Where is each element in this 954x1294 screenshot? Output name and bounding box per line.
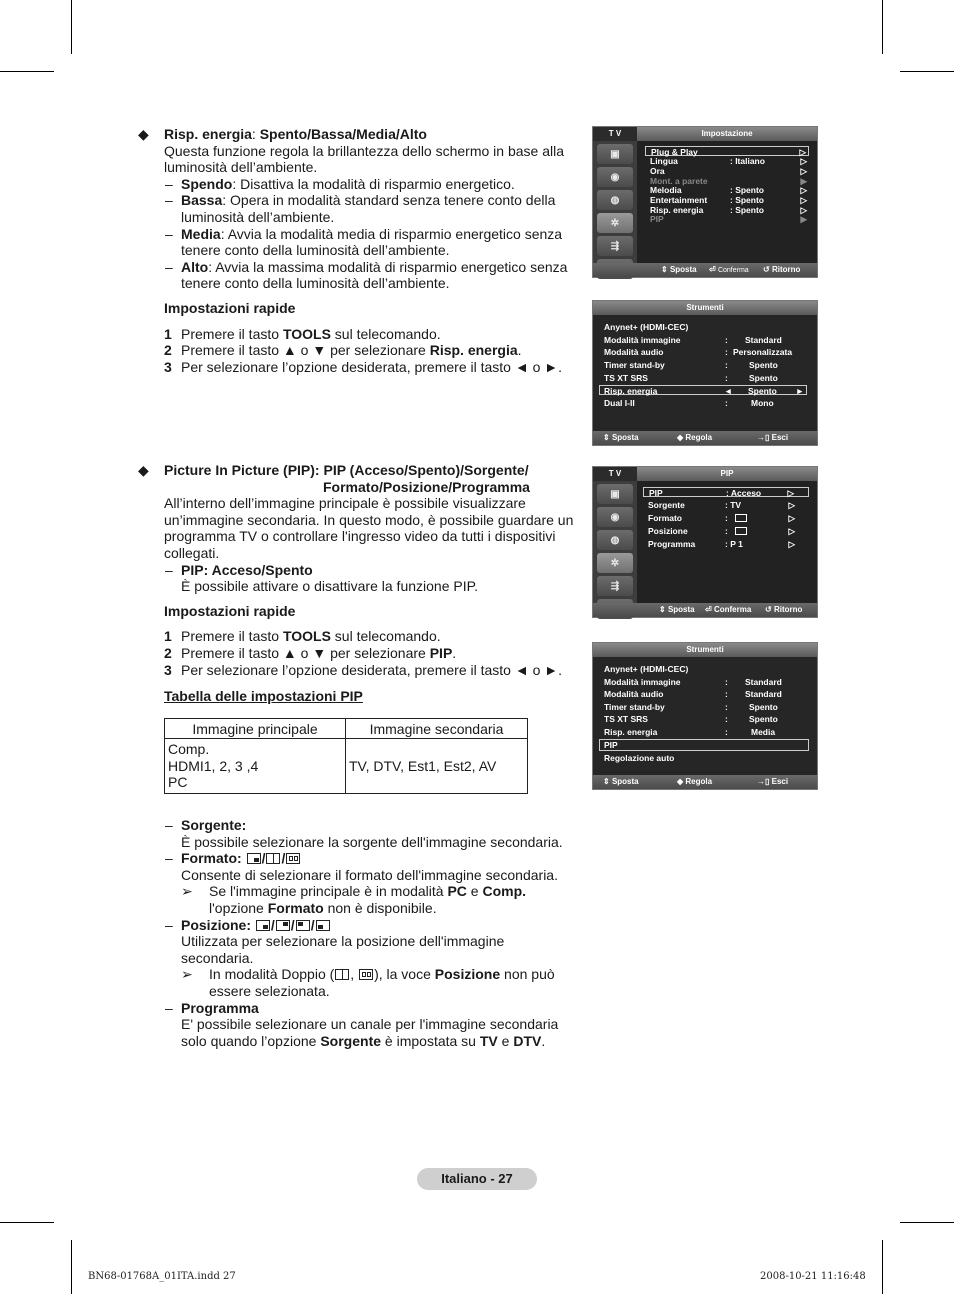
setup-menu-icon[interactable]: ✲ (597, 553, 633, 573)
osd-row[interactable]: Modalità immagine : Standard (604, 335, 782, 345)
osd-menu-list (637, 141, 817, 263)
position-icon-top-right (276, 920, 290, 931)
move-hint: ⇕ Sposta (603, 777, 639, 786)
risp-option: – Media: Avvia la modalità media di risparmio energetico senza tenere conto della luminosità dell’ambiente. (165, 225, 563, 259)
programma-item: – Programma (165, 999, 259, 1016)
pip-settings-table (164, 718, 528, 794)
picture-menu-icon[interactable]: ▣ (597, 144, 633, 164)
crop-mark (882, 0, 883, 54)
crop-mark (900, 71, 954, 72)
crop-mark (71, 0, 72, 54)
return-hint: ↺ Ritorno (763, 265, 801, 274)
osd-row[interactable]: Formato : ▷ (648, 513, 795, 523)
osd-footer (593, 263, 817, 277)
pip-quick-heading: Impostazioni rapide (164, 602, 296, 619)
page-number-badge: Italiano - 27 (417, 1168, 537, 1190)
osd-sidebar (593, 141, 637, 263)
channel-menu-icon[interactable]: ◍ (597, 530, 633, 550)
osd-row[interactable]: Entertainment : Spento ▷ (650, 195, 807, 205)
osd-row[interactable]: Programma : P 1 ▷ (648, 539, 795, 549)
osd-row[interactable]: TS XT SRS : Spento (604, 373, 778, 383)
crop-mark (71, 1240, 72, 1294)
osd-strumenti-pip-screen (592, 642, 818, 790)
osd-row: Mont. a parete ▶ (650, 176, 807, 186)
format-icon-small (247, 853, 261, 864)
risp-step-2: 2 Premere il tasto ▲ o ▼ per selezionare Risp. energia. (164, 342, 522, 359)
format-icon-small (735, 514, 747, 522)
osd-sidebar (593, 481, 637, 603)
risp-description: Questa funzione regola la brillantezza dello schermo in base alla luminosità dell’ambiente. (164, 142, 565, 176)
osd-tv-tag: T V (593, 467, 637, 481)
sound-menu-icon[interactable]: ◉ (597, 167, 633, 187)
diamond-bullet-icon: ◆ (138, 126, 149, 142)
position-icon-bottom-right (256, 920, 270, 931)
format-icon-double (266, 853, 280, 864)
formato-item: – Formato: / / (138, 850, 578, 867)
osd-row[interactable]: Sorgente : TV ▷ (648, 500, 795, 510)
osd-title: PIP (637, 467, 817, 481)
osd-pip-screen (592, 466, 818, 618)
osd-tv-tag: T V (593, 127, 637, 141)
osd-strumenti-screen (592, 300, 818, 446)
osd-row[interactable]: Risp. energia : Spento ▷ (650, 205, 807, 215)
pip-table-title: Tabella delle impostazioni PIP (164, 688, 363, 705)
setup-menu-icon[interactable]: ✲ (597, 213, 633, 233)
pip-title-line2: Formato/Posizione/Programma (323, 478, 530, 495)
move-hint: ⇕ Sposta (659, 605, 695, 614)
enter-hint: ⏎ Conferma (705, 605, 752, 614)
pip-details: – Sorgente: È possibile selezionare la sorgente dell'immagine secondaria. – Formato: / / Consente di selezionare il formato dell'immagine secondaria. ➢ Se l'immagine principale è in modalità PC e Comp. l'opzione Formato non è disponibile. – Posizione: / / / Utilizzata per selezionare la posizione dell'immagine secondaria. ➢ In modalità Doppio ( , ), la voce Posizione non può essere selezionata. – Programma E' possibile selezionare un canale per l'immagine secondaria solo quando l’opzione Sorgente è impostata su TV e DTV. (138, 817, 578, 1049)
osd-row[interactable]: Ora ▷ (650, 166, 807, 176)
osd-row: PIP ▶ (650, 214, 807, 224)
osd-row[interactable]: PIP : Acceso ▷ (643, 487, 809, 497)
input-menu-icon[interactable]: ⇶ (597, 236, 633, 256)
osd-row[interactable]: Anynet+ (HDMI-CEC) (604, 322, 689, 332)
osd-menu-list (593, 657, 817, 775)
double-mode-icon (335, 969, 349, 980)
osd-row[interactable]: Timer stand-by : Spento (604, 702, 778, 712)
formato-note: ➢ Se l'immagine principale è in modalità PC e Comp. l'opzione Formato non è disponibile. (181, 883, 527, 916)
picture-menu-icon[interactable]: ▣ (597, 484, 633, 504)
osd-row[interactable]: Timer stand-by : Spento (604, 360, 778, 370)
exit-hint: →▯ Esci (757, 777, 789, 786)
sorgente-item: – Sorgente: (165, 817, 247, 833)
crop-mark (882, 1240, 883, 1294)
pip-description: All’interno dell’immagine principale è possibile visualizzare un’immagine secondaria. In questo modo, è possibile guardare un programma TV o controllare l'ingresso video da tutti i dispositivi collegati. (164, 495, 574, 561)
osd-menu-list (593, 315, 817, 431)
move-hint: ⇕ Sposta (661, 265, 697, 274)
risp-energia-section (138, 126, 578, 375)
enter-hint: ⏎ Conferma (709, 265, 749, 274)
adjust-hint: ◆ Regola (677, 777, 713, 786)
osd-row[interactable]: Melodia : Spento ▷ (650, 185, 807, 195)
osd-row[interactable]: Modalità immagine : Standard (604, 677, 782, 687)
osd-row[interactable]: TS XT SRS : Spento (604, 714, 778, 724)
exit-hint: →▯ Esci (757, 433, 789, 442)
programma-desc: E' possibile selezionare un canale per l'immagine secondaria solo quando l’opzione Sorgente è impostata su TV e DTV. (181, 1016, 559, 1049)
osd-row-selected[interactable]: PIP (599, 739, 809, 751)
osd-row[interactable]: Plug & Play ▷ (645, 146, 809, 156)
posizione-item: – Posizione: / / / (138, 917, 578, 934)
position-icon-bottom-left (316, 920, 330, 931)
risp-option: – Alto: Avvia la massima modalità di risparmio energetico senza tenere conto della luminosità dell’ambiente. (165, 258, 568, 292)
osd-footer (593, 603, 817, 617)
osd-row[interactable]: Modalità audio : Standard (604, 689, 782, 699)
table-header: Immagine principale (165, 719, 346, 739)
crop-mark (900, 1222, 954, 1223)
osd-row[interactable]: Modalità audio : Personalizzata (604, 347, 793, 357)
note-arrow-icon: ➢ (181, 883, 193, 900)
table-cell: TV, DTV, Est1, Est2, AV (346, 739, 528, 794)
osd-menu-list (637, 481, 817, 603)
osd-title: Strumenti (593, 301, 817, 315)
osd-row[interactable]: Posizione : ▷ (648, 526, 795, 536)
risp-quick-heading: Impostazioni rapide (164, 299, 296, 316)
osd-title: Strumenti (593, 643, 817, 657)
osd-row[interactable]: Risp. energia : Media (604, 727, 776, 737)
note-arrow-icon: ➢ (181, 966, 193, 983)
channel-menu-icon[interactable]: ◍ (597, 190, 633, 210)
diamond-bullet-icon: ◆ (138, 462, 149, 478)
risp-option: – Bassa: Opera in modalità standard senza tenere conto della luminosità dell’ambiente. (165, 192, 556, 225)
table-header: Immagine secondaria (346, 719, 528, 739)
sound-menu-icon[interactable]: ◉ (597, 507, 633, 527)
position-icon (735, 527, 747, 535)
adjust-hint: ◆ Regola (677, 433, 713, 442)
print-slug-left: BN68-01768A_01ITA.indd 27 (88, 1271, 236, 1282)
pip-section (138, 462, 578, 705)
osd-row[interactable]: Dual I-II : Mono (604, 398, 774, 408)
risp-title: ◆ Risp. energia: Spento/Bassa/Media/Alto (138, 126, 427, 142)
pip-step-3: 3 Per selezionare l’opzione desiderata, premere il tasto ◄ o ►. (164, 661, 563, 678)
risp-step-1: 1 Premere il tasto TOOLS sul telecomando. (164, 325, 441, 342)
osd-row[interactable]: Lingua : Italiano ▷ (650, 156, 807, 166)
pip-sub-onoff-desc: È possibile attivare o disattivare la funzione PIP. (181, 578, 479, 595)
pip-sub-onoff: – PIP: Acceso/Spento (165, 561, 313, 578)
osd-footer (593, 775, 817, 789)
risp-step-3: 3 Per selezionare l’opzione desiderata, premere il tasto ◄ o ►. (164, 358, 563, 375)
osd-row[interactable]: Regolazione auto (604, 753, 675, 763)
posizione-note: ➢ In modalità Doppio ( , ), la voce Posizione non può essere selezionata. (181, 966, 555, 999)
crop-mark (0, 1222, 54, 1223)
return-hint: ↺ Ritorno (765, 605, 803, 614)
print-slug-right: 2008-10-21 11:16:48 (760, 1271, 866, 1282)
osd-row[interactable]: Anynet+ (HDMI-CEC) (604, 664, 689, 674)
pip-step-2: 2 Premere il tasto ▲ o ▼ per selezionare PIP. (164, 644, 457, 661)
osd-impostazione-screen (592, 126, 818, 278)
position-icon-top-left (296, 920, 310, 931)
format-icon-double-wide (286, 853, 300, 864)
osd-row-selected[interactable]: Risp. energia ◄ Spento ► (599, 385, 807, 395)
double-wide-mode-icon (359, 969, 373, 980)
risp-option: – Spendo: Disattiva la modalità di risparmio energetico. (165, 175, 515, 192)
pip-title: ◆ Picture In Picture (PIP): PIP (Acceso/Spento)/Sorgente/ (138, 462, 529, 478)
move-hint: ⇕ Sposta (603, 433, 639, 442)
input-menu-icon[interactable]: ⇶ (597, 576, 633, 596)
table-cell: Comp. HDMI1, 2, 3 ,4 PC (165, 739, 346, 794)
osd-footer (593, 431, 817, 445)
osd-title: Impostazione (637, 127, 817, 141)
crop-mark (0, 71, 54, 72)
pip-step-1: 1 Premere il tasto TOOLS sul telecomando. (164, 628, 441, 645)
